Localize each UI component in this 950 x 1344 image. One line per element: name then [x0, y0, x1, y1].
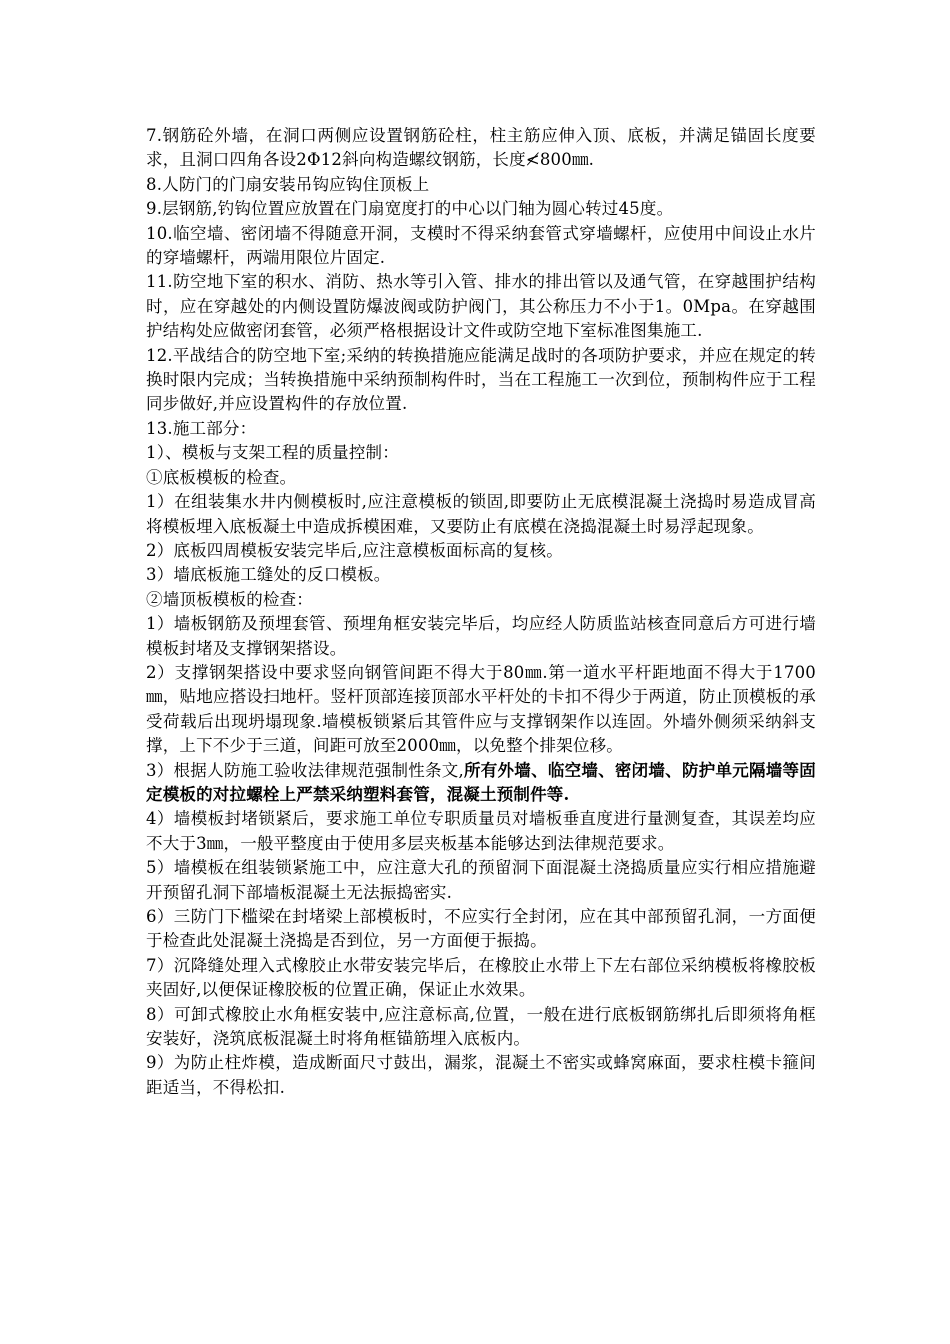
bottom-slab-item-2: 2）底板四周模板安装完毕后,应注意模板面标高的复核。 [146, 540, 563, 560]
wall-slab-item-2: 2）支撑钢架搭设中要求竖向钢管间距不得大于80㎜.第一道水平杆距地面不得大于1700㎜，贴地应搭设扫地杆。竖杆顶部连接顶部水平杆处的卡扣不得少于两道，防止顶模板的承受荷载后出现坍塌现象.墙模板锁紧后其管件应与支撑钢架作以连固。外墙外侧须采纳斜支撑，上下不少于三道，间距可放至2000㎜，以免整个排架位移。 [146, 662, 816, 756]
subsection-wall-top-slab-heading: ②墙顶板模板的检查： [146, 589, 313, 609]
wall-slab-item-1: 1）墙板钢筋及预埋套管、预埋角框安装完毕后，均应经人防质监站核查同意后方可进行墙模板封堵及支撑钢架搭设。 [146, 614, 816, 658]
bottom-slab-item-3: 3）墙底板施工缝处的反口模板。 [146, 565, 391, 585]
wall-slab-item-6: 6）三防门下槛梁在封堵梁上部模板时，不应实行全封闭，应在其中部预留孔洞，一方面便于检查此处混凝土浇捣是否到位，另一方面便于振捣。 [146, 907, 816, 951]
paragraph-12: 12.平战结合的防空地下室;采纳的转换措施应能满足战时的各项防护要求，并应在规定的转换时限内完成；当转换措施中采纳预制构件时，当在工程施工一次到位，预制构件应于工程同步做好,并应设置构件的存放位置. [146, 345, 816, 414]
wall-slab-item-3-bold: 所有外墙、临空墙、密闭墙、防护单元隔墙等固定模板的对拉螺栓上严禁采纳塑料套管，混凝土预制件等. [146, 760, 816, 804]
wall-slab-item-8: 8）可卸式橡胶止水角框安装中,应注意标高,位置，一般在进行底板钢筋绑扎后即须将角框安装好，浇筑底板混凝土时将角框锚筋埋入底板内。 [146, 1004, 816, 1049]
paragraph-8: 8.人防门的门扇安装吊钩应钩住顶板上 [146, 174, 430, 194]
paragraph-11: 11.防空地下室的积水、消防、热水等引入管、排水的排出管以及通气管，在穿越围护结构时，应在穿越处的内侧设置防爆波阀或防护阀门，其公称压力不小于1。0Mpa。在穿越围护结构处应做密闭套管，必须严格根据设计文件或防空地下室标准图集施工. [146, 272, 816, 341]
wall-slab-item-5: 5）墙模板在组装锁紧施工中，应注意大孔的预留洞下面混凝土浇捣质量应实行相应措施避开预留孔洞下部墙板混凝土无法振捣密实. [146, 858, 816, 902]
wall-slab-item-9: 9）为防止柱炸模，造成断面尺寸鼓出，漏浆，混凝土不密实或蜂窝麻面，要求柱模卡箍间距适当，不得松扣. [146, 1053, 816, 1097]
wall-slab-item-4: 4）墙模板封堵锁紧后，要求施工单位专职质量员对墙板垂直度进行量测复查，其误差均应不大于3㎜，一般平整度由于使用多层夹板基本能够达到法律规范要求。 [146, 809, 816, 853]
wall-slab-item-3 [146, 759, 816, 808]
document-body [146, 124, 816, 1100]
subsection-bottom-slab-heading: ①底板模板的检查。 [146, 467, 297, 487]
paragraph-9: 9.层钢筋,钓钩位置应放置在门扇宽度打的中心以门轴为圆心转过45度。 [146, 199, 674, 219]
section-formwork-heading: 1）、模板与支架工程的质量控制： [146, 443, 399, 463]
wall-slab-item-7: 7）沉降缝处理入式橡胶止水带安装完毕后，在橡胶止水带上下左右部位采纳模板将橡胶板夹固好,以便保证橡胶板的位置正确，保证止水效果。 [146, 955, 816, 1000]
paragraph-13-heading: 13.施工部分： [146, 418, 257, 438]
bottom-slab-item-1: 1）在组装集水井内侧模板时,应注意模板的锁固,即要防止无底模混凝土浇捣时易造成冒高将模板埋入底板凝土中造成拆模困难，又要防止有底模在浇捣混凝土时易浮起现象。 [146, 492, 816, 536]
paragraph-10: 10.临空墙、密闭墙不得随意开洞，支模时不得采纳套管式穿墙螺杆，应使用中间设止水片的穿墙螺杆，两端用限位片固定. [146, 223, 816, 268]
wall-slab-item-3-normal: 3）根据人防施工验收法律规范强制性条文, [146, 760, 464, 780]
paragraph-7: 7.钢筋砼外墙，在洞口两侧应设置钢筋砼柱，柱主筋应伸入顶、底板，并满足锚固长度要求，且洞口四角各设2Φ12斜向构造螺纹钢筋，长度≮800㎜. [146, 126, 816, 170]
